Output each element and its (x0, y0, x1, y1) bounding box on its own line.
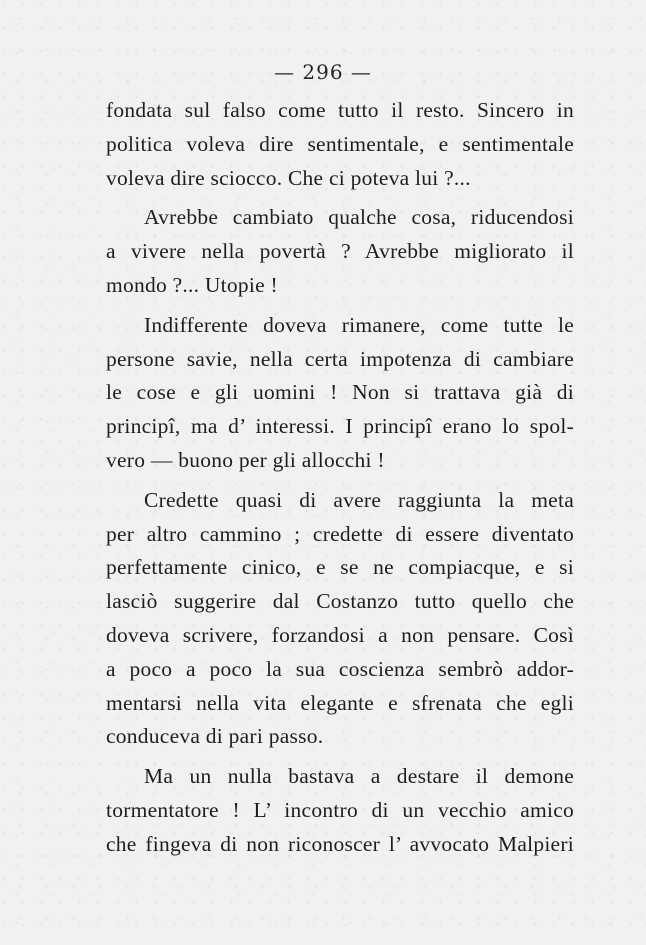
text-line: principî, ma d’ interessi. I principî erano lo spol- (106, 414, 574, 439)
paragraph-3 (106, 309, 574, 478)
text-line: fondata sul falso come tutto il resto. Sincero in (106, 98, 574, 122)
text-line: doveva scrivere, forzandosi a non pensare. Così (106, 622, 574, 647)
text-line: Ma un nulla bastava a destare il demone (144, 764, 574, 789)
paragraph-2 (106, 201, 574, 302)
text-line: Indifferente doveva rimanere, come tutte le (144, 312, 574, 337)
text-line: voleva dire sciocco. Che ci poteva lui ?... (106, 165, 471, 190)
text-line: Credette quasi di avere raggiunta la meta (144, 487, 574, 512)
paragraph-1 (106, 94, 574, 195)
text-line: a poco a poco la sua coscienza sembrò addor- (106, 656, 574, 681)
paragraph-4 (106, 484, 574, 754)
text-line: politica voleva dire sentimentale, e sentimentale (106, 131, 574, 156)
body-text (106, 94, 574, 862)
page-number: — 296 — (274, 60, 372, 84)
text-line: mondo ?... Utopie ! (106, 272, 278, 297)
text-line: a vivere nella povertà ? Avrebbe migliorato il (106, 239, 574, 264)
text-line: vero — buono per gli allocchi ! (106, 447, 385, 472)
text-line: per altro cammino ; credette di essere diventato (106, 521, 574, 546)
text-line: Avrebbe cambiato qualche cosa, riducendosi (144, 205, 574, 230)
paragraph-5 (106, 760, 574, 861)
text-line: persone savie, nella certa impotenza di cambiare (106, 346, 574, 371)
text-line: che fingeva di non riconoscer l’ avvocato Malpieri (106, 831, 574, 856)
text-line: lasciò suggerire dal Costanzo tutto quello che (106, 589, 574, 614)
text-line: perfettamente cinico, e se ne compiacque, e si (106, 555, 574, 580)
text-line: tormentatore ! L’ incontro di un vecchio amico (106, 797, 574, 822)
text-line: le cose e gli uomini ! Non si trattava già di (106, 380, 574, 405)
text-line: conduceva di pari passo. (106, 724, 324, 749)
text-line: mentarsi nella vita elegante e sfrenata che egli (106, 690, 574, 715)
